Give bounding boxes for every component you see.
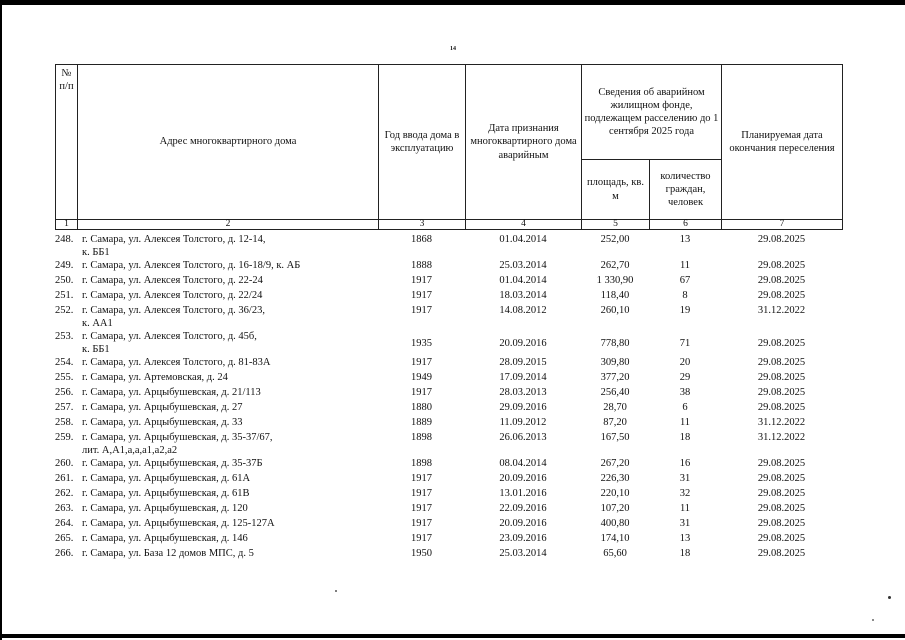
row-people: 71: [679, 337, 691, 349]
header-index-6: 6: [650, 220, 722, 230]
row-recognition-date: 29.09.2016: [499, 402, 547, 413]
header-address: Адрес многоквартирного дома: [78, 65, 379, 220]
scan-border-bottom: [0, 634, 905, 638]
row-number: 263.: [55, 503, 74, 514]
row-number: 249.: [55, 260, 74, 271]
row-area: 260,10: [600, 305, 630, 316]
table-row: [55, 457, 842, 472]
row-address: г. Самара, ул. Арцыбушевская, д. 146: [82, 533, 248, 544]
table-row: [55, 386, 842, 401]
table-row: [55, 289, 842, 304]
row-address: г. Самара, ул. Алексея Толстого, д. 12-14,: [82, 234, 266, 245]
row-recognition-date: 18.03.2014: [499, 290, 547, 301]
row-area: 167,50: [600, 432, 630, 443]
row-people: 13: [679, 533, 691, 544]
row-address: г. Самара, ул. Арцыбушевская, д. 61А: [82, 473, 251, 484]
row-recognition-date: 14.08.2012: [499, 305, 547, 316]
row-planned-date: 31.12.2022: [757, 305, 806, 316]
row-number: 252.: [55, 305, 74, 316]
row-year: 1917: [411, 275, 432, 286]
row-year: 1880: [411, 402, 432, 413]
header-year: Год ввода дома в эксплуатацию: [379, 65, 466, 220]
header-planned-date: Планируемая дата окончания переселения: [722, 65, 843, 220]
row-address: г. Самара, ул. Арцыбушевская, д. 33: [82, 417, 243, 428]
row-number: 261.: [55, 473, 74, 484]
row-number: 262.: [55, 488, 74, 499]
row-address: г. Самара, ул. Алексея Толстого, д. 22-24: [82, 275, 263, 286]
table-row: [55, 356, 842, 371]
row-area: 262,70: [600, 260, 630, 271]
row-address-cell: [55, 401, 378, 416]
row-people: 29: [679, 372, 691, 383]
table-row: [55, 330, 842, 356]
data-table-body: [55, 233, 842, 562]
table-header: [55, 64, 843, 230]
row-planned-date: 29.08.2025: [757, 402, 806, 413]
row-year: 1889: [411, 417, 432, 428]
data-table: [55, 233, 842, 562]
row-number: 250.: [55, 275, 74, 286]
row-address: г. Самара, ул. Алексея Толстого, д. 16-18/9, к. АБ: [82, 260, 301, 271]
row-planned-date: 29.08.2025: [757, 234, 806, 245]
scan-speck: [888, 596, 891, 599]
row-number: 248.: [55, 234, 74, 245]
row-address: г. Самара, ул. Арцыбушевская, д. 125-127А: [82, 518, 275, 529]
row-planned-date: 29.08.2025: [757, 518, 806, 529]
row-address: г. Самара, ул. Арцыбушевская, д. 21/113: [82, 387, 261, 398]
row-planned-date: 29.08.2025: [757, 337, 806, 349]
row-planned-date: 29.08.2025: [757, 387, 806, 398]
row-area: 267,20: [600, 458, 630, 469]
row-address-line2: к. ББ1: [82, 247, 110, 258]
table-row: [55, 517, 842, 532]
row-area: 256,40: [600, 387, 630, 398]
row-number: 254.: [55, 357, 74, 368]
row-address-cell: [55, 431, 378, 457]
row-people: 32: [679, 488, 691, 499]
header-people: количество граждан, человек: [650, 160, 722, 220]
row-recognition-date: 26.06.2013: [499, 432, 547, 443]
row-area: 252,00: [600, 234, 630, 245]
row-area: 377,20: [600, 372, 630, 383]
row-people: 11: [679, 260, 691, 271]
header-index-7: 7: [722, 220, 843, 230]
row-address: г. Самара, ул. Алексея Толстого, д. 22/24: [82, 290, 263, 301]
row-planned-date: 29.08.2025: [757, 357, 806, 368]
row-year: 1949: [411, 372, 432, 383]
row-planned-date: 29.08.2025: [757, 473, 806, 484]
row-address-cell: [55, 386, 378, 401]
table-row: [55, 431, 842, 457]
row-people: 38: [679, 387, 691, 398]
row-address: г. Самара, ул. Алексея Толстого, д. 36/23,: [82, 305, 265, 316]
row-people: 13: [679, 234, 691, 245]
row-year: 1898: [411, 432, 432, 443]
row-year: 1917: [411, 473, 432, 484]
row-people: 11: [679, 417, 691, 428]
scan-speck: [335, 590, 337, 592]
row-year: 1898: [411, 458, 432, 469]
row-address-cell: [55, 457, 378, 472]
row-planned-date: 31.12.2022: [757, 432, 806, 443]
row-area: 309,80: [600, 357, 630, 368]
row-year: 1868: [411, 234, 432, 245]
table-row: [55, 547, 842, 562]
row-people: 16: [679, 458, 691, 469]
row-year: 1917: [411, 357, 432, 368]
row-recognition-date: 25.03.2014: [499, 548, 547, 559]
header-index-3: 3: [379, 220, 466, 230]
row-address-cell: [55, 259, 378, 274]
row-address-cell: [55, 289, 378, 304]
row-year: 1917: [411, 518, 432, 529]
row-area: 400,80: [600, 518, 630, 529]
row-address-cell: [55, 356, 378, 371]
row-planned-date: 29.08.2025: [757, 260, 806, 271]
row-year: 1917: [411, 533, 432, 544]
row-people: 20: [679, 357, 691, 368]
row-address-line2: лит. А,А1,а,а,а1,а2,а2: [82, 445, 178, 456]
row-address-cell: [55, 371, 378, 386]
row-recognition-date: 25.03.2014: [499, 260, 547, 271]
row-number: 255.: [55, 372, 74, 383]
page-number: 14: [450, 46, 456, 52]
row-address: г. Самара, ул. Алексея Толстого, д. 81-83А: [82, 357, 271, 368]
header-number: № п/п: [56, 65, 78, 220]
row-area: 220,10: [600, 488, 630, 499]
row-address-cell: [55, 416, 378, 431]
row-people: 11: [679, 503, 691, 514]
row-area: 65,60: [603, 548, 627, 559]
row-recognition-date: 28.09.2015: [499, 357, 547, 368]
row-year: 1917: [411, 305, 432, 316]
row-area: 174,10: [600, 533, 630, 544]
row-year: 1917: [411, 290, 432, 301]
row-people: 67: [679, 275, 691, 286]
row-number: 253.: [55, 331, 74, 342]
row-address-cell: [55, 502, 378, 517]
row-area: 107,20: [600, 503, 630, 514]
row-recognition-date: 08.04.2014: [499, 458, 547, 469]
row-number: 260.: [55, 458, 74, 469]
row-people: 18: [679, 548, 691, 559]
row-number: 258.: [55, 417, 74, 428]
row-people: 8: [682, 290, 688, 301]
row-year: 1935: [411, 337, 432, 349]
row-area: 1 330,90: [596, 275, 634, 286]
table-row: [55, 401, 842, 416]
row-recognition-date: 01.04.2014: [499, 234, 547, 245]
row-number: 264.: [55, 518, 74, 529]
table-row: [55, 274, 842, 289]
row-planned-date: 29.08.2025: [757, 275, 806, 286]
table-row: [55, 371, 842, 386]
row-year: 1917: [411, 387, 432, 398]
row-recognition-date: 20.09.2016: [499, 337, 547, 349]
row-number: 259.: [55, 432, 74, 443]
row-number: 251.: [55, 290, 74, 301]
row-people: 31: [679, 518, 691, 529]
row-address-cell: [55, 274, 378, 289]
row-planned-date: 31.12.2022: [757, 417, 806, 428]
row-address-line2: к. ББ1: [82, 344, 110, 355]
table-row: [55, 472, 842, 487]
row-address: г. Самара, ул. Арцыбушевская, д. 120: [82, 503, 248, 514]
row-area: 226,30: [600, 473, 630, 484]
row-year: 1888: [411, 260, 432, 271]
row-planned-date: 29.08.2025: [757, 503, 806, 514]
row-people: 19: [679, 305, 691, 316]
row-address: г. Самара, ул. Артемовская, д. 24: [82, 372, 228, 383]
row-planned-date: 29.08.2025: [757, 290, 806, 301]
row-planned-date: 29.08.2025: [757, 372, 806, 383]
row-people: 31: [679, 473, 691, 484]
table-row: [55, 259, 842, 274]
row-people: 6: [682, 402, 688, 413]
row-address: г. Самара, ул. Арцыбушевская, д. 61В: [82, 488, 250, 499]
scan-speck: [872, 619, 874, 621]
header-area: площадь, кв. м: [582, 160, 650, 220]
row-recognition-date: 28.03.2013: [499, 387, 547, 398]
scan-border-top: [0, 0, 905, 5]
row-address: г. Самара, ул. Арцыбушевская, д. 27: [82, 402, 243, 413]
row-area: 778,80: [600, 337, 630, 349]
row-address-cell: [55, 330, 378, 356]
row-area: 28,70: [603, 402, 627, 413]
row-address-cell: [55, 487, 378, 502]
header-index-1: 1: [56, 220, 78, 230]
row-address: г. Самара, ул. Арцыбушевская, д. 35-37/67,: [82, 432, 273, 443]
table-row: [55, 416, 842, 431]
row-area: 87,20: [603, 417, 627, 428]
row-planned-date: 29.08.2025: [757, 488, 806, 499]
row-address: г. Самара, ул. Арцыбушевская, д. 35-37Б: [82, 458, 263, 469]
table-row: [55, 487, 842, 502]
header-fund-info: Сведения об аварийном жилищном фонде, подлежащем расселению до 1 сентября 2025 года: [582, 65, 722, 160]
scan-border-left: [0, 0, 2, 640]
row-recognition-date: 20.09.2016: [499, 518, 547, 529]
table-row: [55, 532, 842, 547]
header-index-2: 2: [78, 220, 379, 230]
row-year: 1950: [411, 548, 432, 559]
header-index-5: 5: [582, 220, 650, 230]
row-number: 256.: [55, 387, 74, 398]
row-planned-date: 29.08.2025: [757, 533, 806, 544]
row-planned-date: 29.08.2025: [757, 458, 806, 469]
header-recognition-date: Дата признания многоквартирного дома аварийным: [466, 65, 582, 220]
row-year: 1917: [411, 503, 432, 514]
row-people: 18: [679, 432, 691, 443]
row-planned-date: 29.08.2025: [757, 548, 806, 559]
row-recognition-date: 20.09.2016: [499, 473, 547, 484]
table-row: [55, 304, 842, 330]
row-address-line2: к. АА1: [82, 318, 113, 329]
row-recognition-date: 11.09.2012: [499, 417, 547, 428]
row-year: 1917: [411, 488, 432, 499]
row-recognition-date: 23.09.2016: [499, 533, 547, 544]
row-address-cell: [55, 472, 378, 487]
header-index-4: 4: [466, 220, 582, 230]
row-address-cell: [55, 233, 378, 259]
row-number: 266.: [55, 548, 74, 559]
row-address-cell: [55, 517, 378, 532]
row-number: 265.: [55, 533, 74, 544]
row-recognition-date: 13.01.2016: [499, 488, 547, 499]
row-address-cell: [55, 547, 378, 562]
row-address-cell: [55, 532, 378, 547]
row-address-cell: [55, 304, 378, 330]
row-area: 118,40: [600, 290, 630, 301]
row-number: 257.: [55, 402, 74, 413]
row-recognition-date: 22.09.2016: [499, 503, 547, 514]
row-recognition-date: 01.04.2014: [499, 275, 547, 286]
row-recognition-date: 17.09.2014: [499, 372, 547, 383]
table-row: [55, 233, 842, 259]
row-address: г. Самара, ул. Алексея Толстого, д. 45б,: [82, 331, 257, 342]
row-address: г. Самара, ул. База 12 домов МПС, д. 5: [82, 548, 254, 559]
table-row: [55, 502, 842, 517]
